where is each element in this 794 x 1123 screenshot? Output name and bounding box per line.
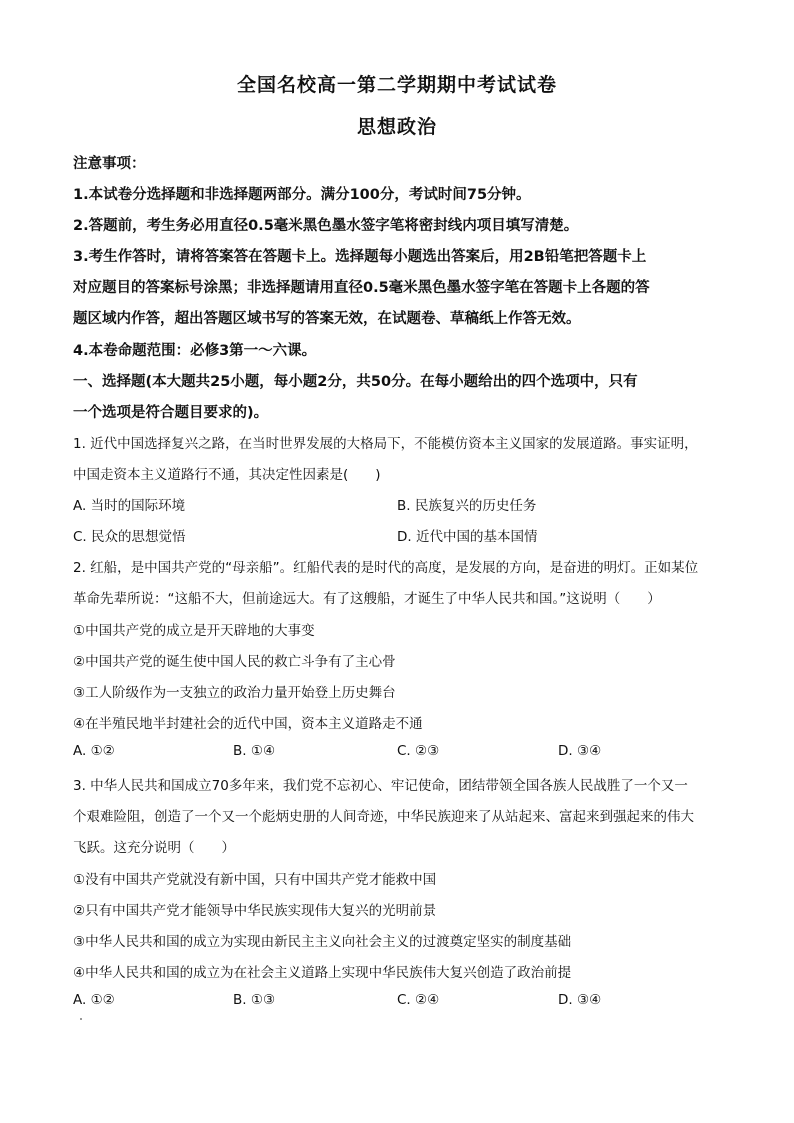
question-3-statement: ②只有中国共产党才能领导中华民族实现伟大复兴的光明前景 xyxy=(73,903,437,919)
question-3-statement: ③中华人民共和国的成立为实现由新民主主义向社会主义的过渡奠定坚实的制度基础 xyxy=(73,934,572,950)
note-line: 4.本卷命题范围：必修3第一～六课。 xyxy=(73,343,317,359)
question-2-stem: 革命先辈所说：“这船不大，但前途远大。有了这艘船，才诞生了中华人民共和国。”这说明（ ） xyxy=(73,591,661,607)
question-2-option-d: D. ③④ xyxy=(558,743,602,759)
question-3-option-b: B. ①③ xyxy=(233,992,276,1008)
question-2-stem: 2. 红船，是中国共产党的“母亲船”。红船代表的是时代的高度，是发展的方向，是奋进的明灯。正如某位 xyxy=(73,560,699,576)
exam-title: 全国名校高一第二学期期中考试试卷 xyxy=(236,74,557,96)
question-2-statement: ①中国共产党的成立是开天辟地的大事变 xyxy=(73,623,315,639)
notes-heading: 注意事项： xyxy=(73,156,146,172)
question-3-option-d: D. ③④ xyxy=(558,992,602,1008)
question-2-option-a: A. ①② xyxy=(73,743,115,759)
section-heading: 一、选择题(本大题共25小题，每小题2分，共50分。在每小题给出的四个选项中，只有 xyxy=(73,374,638,390)
question-3-statement: ④中华人民共和国的成立为在社会主义道路上实现中华民族伟大复兴创造了政治前提 xyxy=(73,965,572,981)
question-2-option-b: B. ①④ xyxy=(233,743,276,759)
question-3-option-c: C. ②④ xyxy=(397,992,440,1008)
question-3-statement: ①没有中国共产党就没有新中国，只有中国共产党才能救中国 xyxy=(73,872,437,888)
question-1-option-d: D. 近代中国的基本国情 xyxy=(397,529,538,545)
question-1-option-c: C. 民众的思想觉悟 xyxy=(73,529,186,545)
question-2-statement: ②中国共产党的诞生使中国人民的救亡斗争有了主心骨 xyxy=(73,654,396,670)
question-1-option-b: B. 民族复兴的历史任务 xyxy=(397,498,537,514)
question-2-option-c: C. ②③ xyxy=(397,743,440,759)
question-2-statement: ③工人阶级作为一支独立的政治力量开始登上历史舞台 xyxy=(73,685,396,701)
note-line: 2.答题前，考生务必用直径0.5毫米黑色墨水签字笔将密封线内项目填写清楚。 xyxy=(73,218,579,234)
note-line: 3.考生作答时，请将答案答在答题卡上。选择题每小题选出答案后，用2B铅笔把答题卡上 xyxy=(73,249,647,265)
note-line: 1.本试卷分选择题和非选择题两部分。满分100分，考试时间75分钟。 xyxy=(73,187,531,203)
note-line: 题区域内作答，超出答题区域书写的答案无效，在试题卷、草稿纸上作答无效。 xyxy=(73,311,581,327)
question-3-stem: 3. 中华人民共和国成立70多年来，我们党不忘初心、牢记使命，团结带领全国各族人民战胜了一个又一 xyxy=(73,778,688,794)
subject-title: 思想政治 xyxy=(356,116,437,138)
question-3-stem: 个艰难险阻，创造了一个又一个彪炳史册的人间奇迹，中华民族迎来了从站起来、富起来到强起来的伟大 xyxy=(73,809,694,825)
question-3-option-a: A. ①② xyxy=(73,992,115,1008)
note-line: 对应题目的答案标号涂黑；非选择题请用直径0.5毫米黑色墨水签字笔在答题卡上各题的答 xyxy=(73,280,650,296)
question-2-statement: ④在半殖民地半封建社会的近代中国，资本主义道路走不通 xyxy=(73,716,423,732)
question-3-stem: 飞跃。这充分说明（ ） xyxy=(73,840,235,856)
question-1-stem: 1. 近代中国选择复兴之路，在当时世界发展的大格局下，不能模仿资本主义国家的发展道路。事实证明， xyxy=(73,436,698,452)
question-1-option-a: A. 当时的国际环境 xyxy=(73,498,186,514)
section-heading-cont: 一个选项是符合题目要求的)。 xyxy=(73,405,269,421)
question-1-stem: 中国走资本主义道路行不通，其决定性因素是( ) xyxy=(73,467,381,483)
scan-speck xyxy=(80,1018,82,1020)
